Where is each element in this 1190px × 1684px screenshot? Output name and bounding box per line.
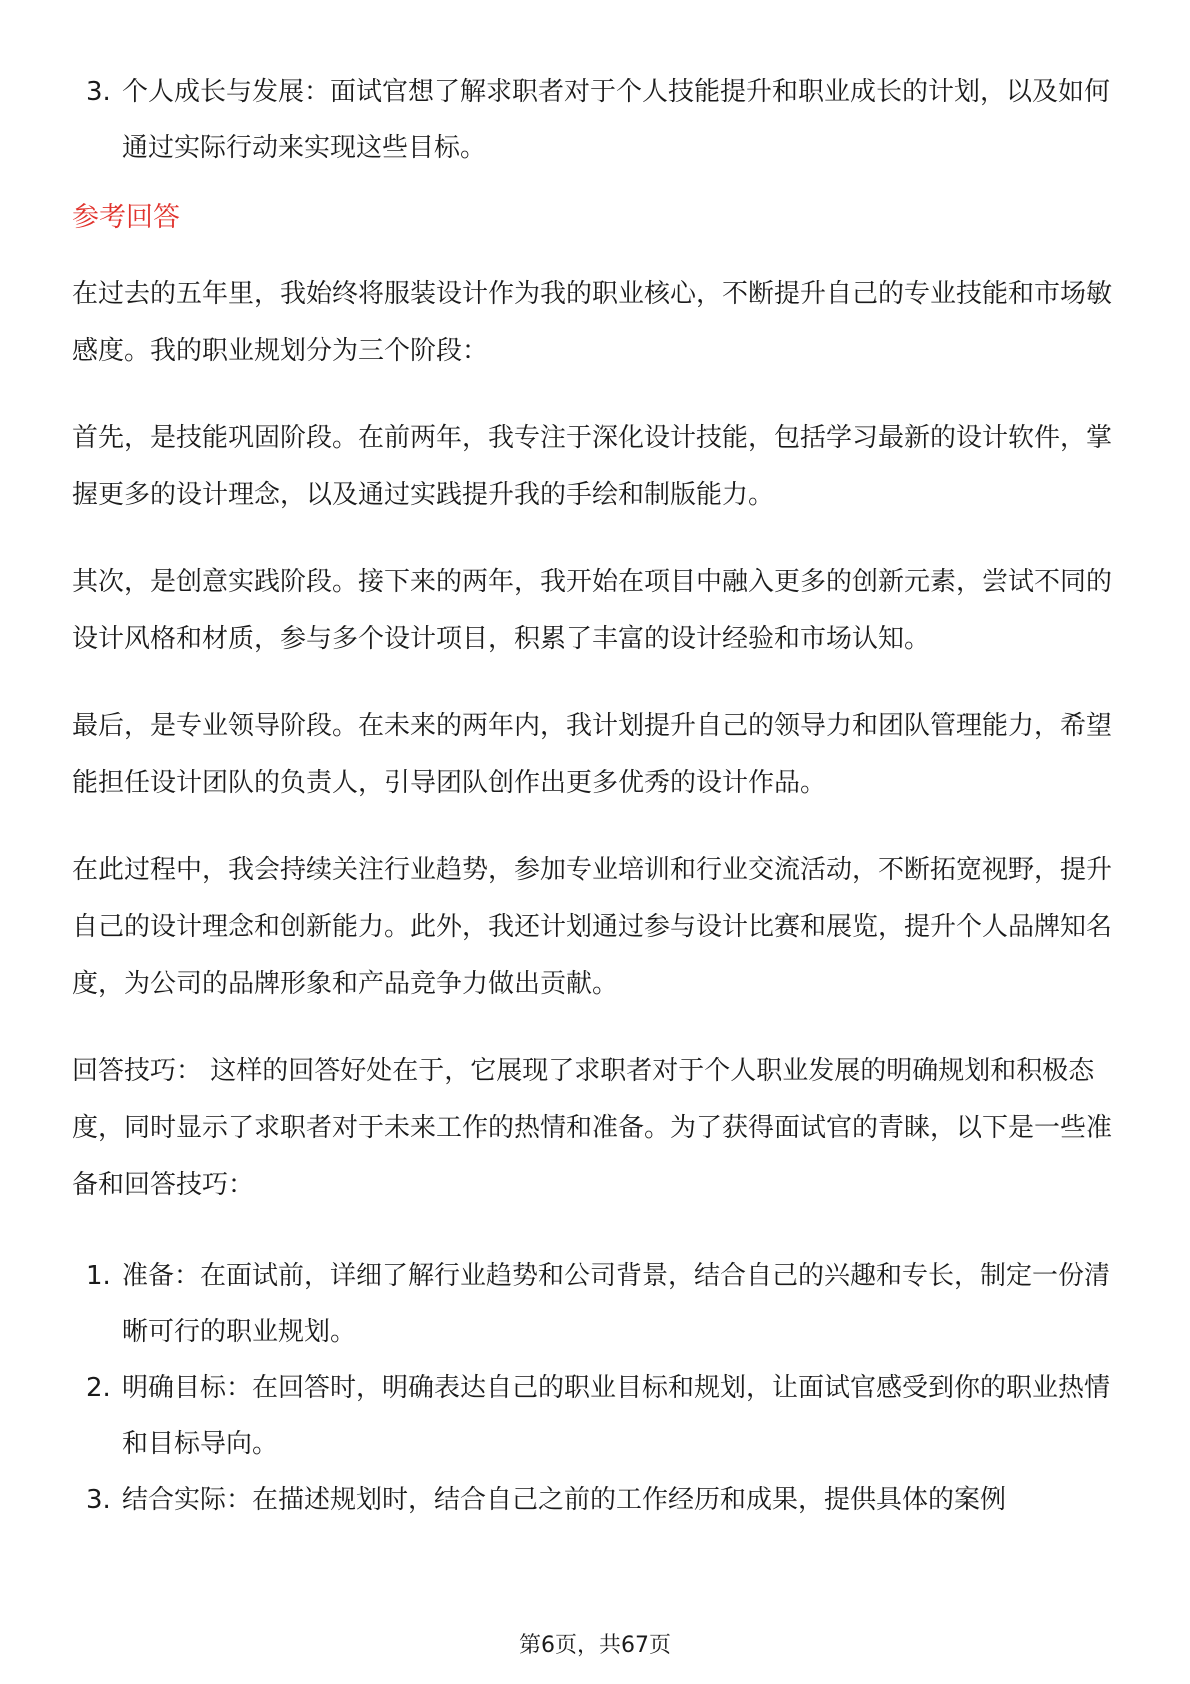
list-item	[72, 1360, 1122, 1472]
page-footer: 第6页，共67页	[519, 1633, 671, 1658]
paragraph-intro: 在过去的五年里，我始终将服装设计作为我的职业核心，不断提升自己的专业技能和市场敏感度。我的职业规划分为三个阶段：	[72, 279, 1113, 366]
list-number: 1.	[86, 1261, 111, 1291]
list-item	[72, 1248, 1122, 1360]
tips-list	[72, 1248, 1122, 1528]
section-title: 参考回答	[72, 202, 180, 233]
paragraph-stage-1: 首先，是技能巩固阶段。在前两年，我专注于深化设计技能，包括学习最新的设计软件，掌握更多的设计理念，以及通过实践提升我的手绘和制版能力。	[72, 423, 1113, 510]
list-text: 准备：在面试前，详细了解行业趋势和公司背景，结合自己的兴趣和专长，制定一份清晰可行的职业规划。	[122, 1261, 1111, 1347]
list-item	[72, 64, 1122, 176]
list-number: 3.	[86, 1485, 111, 1515]
list-number: 3.	[86, 77, 111, 107]
page-content	[72, 64, 1122, 1528]
list-text: 明确目标：在回答时，明确表达自己的职业目标和规划，让面试官感受到你的职业热情和目标导向。	[122, 1373, 1111, 1459]
list-number: 2.	[86, 1373, 111, 1403]
paragraph-process: 在此过程中，我会持续关注行业趋势，参加专业培训和行业交流活动，不断拓宽视野，提升自己的设计理念和创新能力。此外，我还计划通过参与设计比赛和展览，提升个人品牌知名度，为公司的品牌形象和产品竞争力做出贡献。	[72, 855, 1113, 999]
list-text: 个人成长与发展：面试官想了解求职者对于个人技能提升和职业成长的计划，以及如何通过实际行动来实现这些目标。	[122, 77, 1111, 163]
paragraph-stage-2: 其次，是创意实践阶段。接下来的两年，我开始在项目中融入更多的创新元素，尝试不同的设计风格和材质，参与多个设计项目，积累了丰富的设计经验和市场认知。	[72, 567, 1113, 654]
list-item	[72, 1472, 1122, 1528]
paragraph-tips-intro: 回答技巧： 这样的回答好处在于，它展现了求职者对于个人职业发展的明确规划和积极态度，同时显示了求职者对于未来工作的热情和准备。为了获得面试官的青睐，以下是一些准备和回答技巧：	[72, 1056, 1113, 1200]
list-text: 结合实际：在描述规划时，结合自己之前的工作经历和成果，提供具体的案例	[122, 1485, 1007, 1515]
paragraph-stage-3: 最后，是专业领导阶段。在未来的两年内，我计划提升自己的领导力和团队管理能力，希望能担任设计团队的负责人，引导团队创作出更多优秀的设计作品。	[72, 711, 1113, 798]
